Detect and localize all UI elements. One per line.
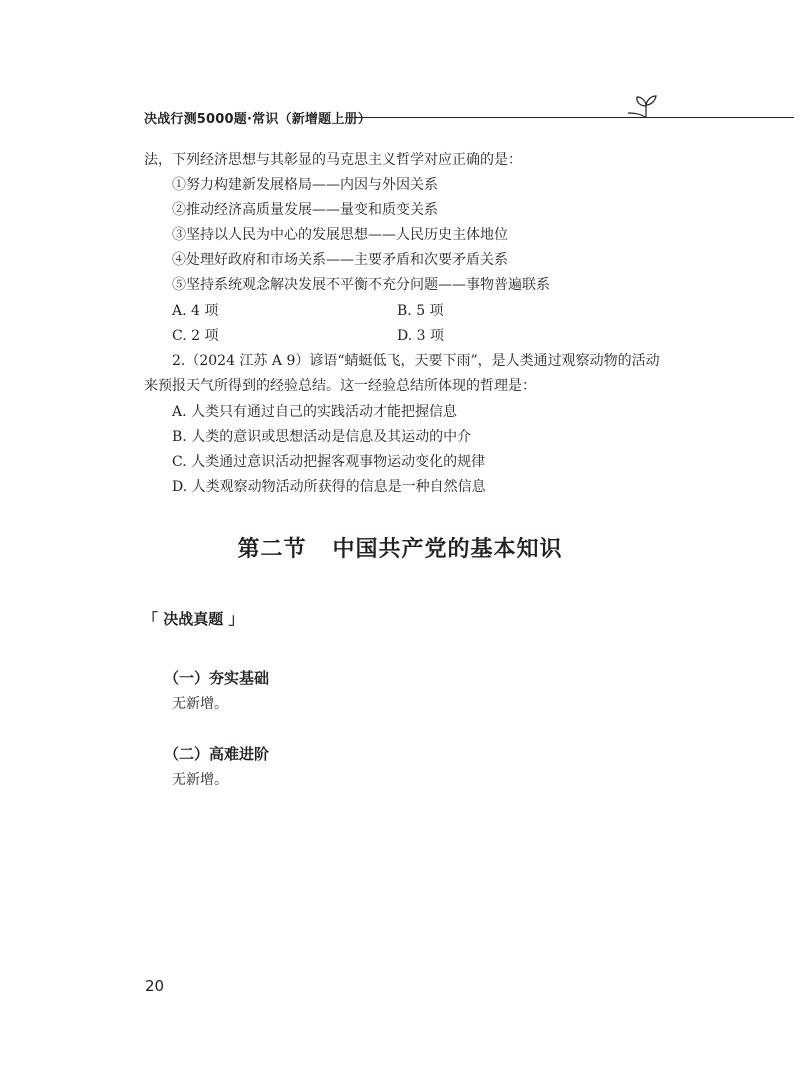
question1-option-a: A. 4 项 [172,303,219,319]
question1-item: ①努力构建新发展格局——内因与外因关系 [172,177,438,193]
question1-item: ④处理好政府和市场关系——主要矛盾和次要矛盾关系 [172,252,508,268]
section-number: 第二节 [237,537,307,562]
question2-option-a: A. 人类只有通过自己的实践活动才能把握信息 [172,404,458,420]
question2-stem-line2: 来预报天气所得到的经验总结。这一经验总结所体现的哲理是： [144,378,536,394]
question1-item: ⑤坚持系统观念解决发展不平衡不充分问题——事物普遍联系 [172,277,550,293]
question1-option-c: C. 2 项 [172,328,219,344]
subsection-heading-1: （一）夯实基础 [164,669,270,687]
page-number: 20 [145,977,165,995]
header-rule [354,117,794,118]
question1-option-d: D. 3 项 [397,328,444,344]
question1-item: ②推动经济高质量发展——量变和质变关系 [172,202,438,218]
question1-stem-tail: 法，下列经济思想与其彰显的马克思主义哲学对应正确的是： [144,152,522,168]
question2-option-d: D. 人类观察动物活动所获得的信息是一种自然信息 [172,479,486,495]
question2-option-c: C. 人类通过意识活动把握客观事物运动变化的规律 [172,454,486,470]
real-questions-heading: 「 决战真题 」 [143,610,244,628]
subsection-heading-2: （二）高难进阶 [164,745,270,763]
question2-option-b: B. 人类的意识或思想活动是信息及其运动的中介 [172,429,472,445]
running-header [144,104,664,134]
subsection-text-1: 无新增。 [172,696,228,712]
sprout-icon [628,94,664,120]
question2-stem-line1: 2.（2024 江苏 A 9）谚语“蜻蜓低飞，天要下雨”，是人类通过观察动物的活动 [172,353,660,369]
section-title [0,532,800,563]
header-title: 决战行测5000题·常识（新增题上册） [144,112,371,127]
question1-option-b: B. 5 项 [397,303,444,319]
question1-item: ③坚持以人民为中心的发展思想——人民历史主体地位 [172,227,508,243]
subsection-text-2: 无新增。 [172,772,228,788]
section-name: 中国共产党的基本知识 [332,537,563,562]
